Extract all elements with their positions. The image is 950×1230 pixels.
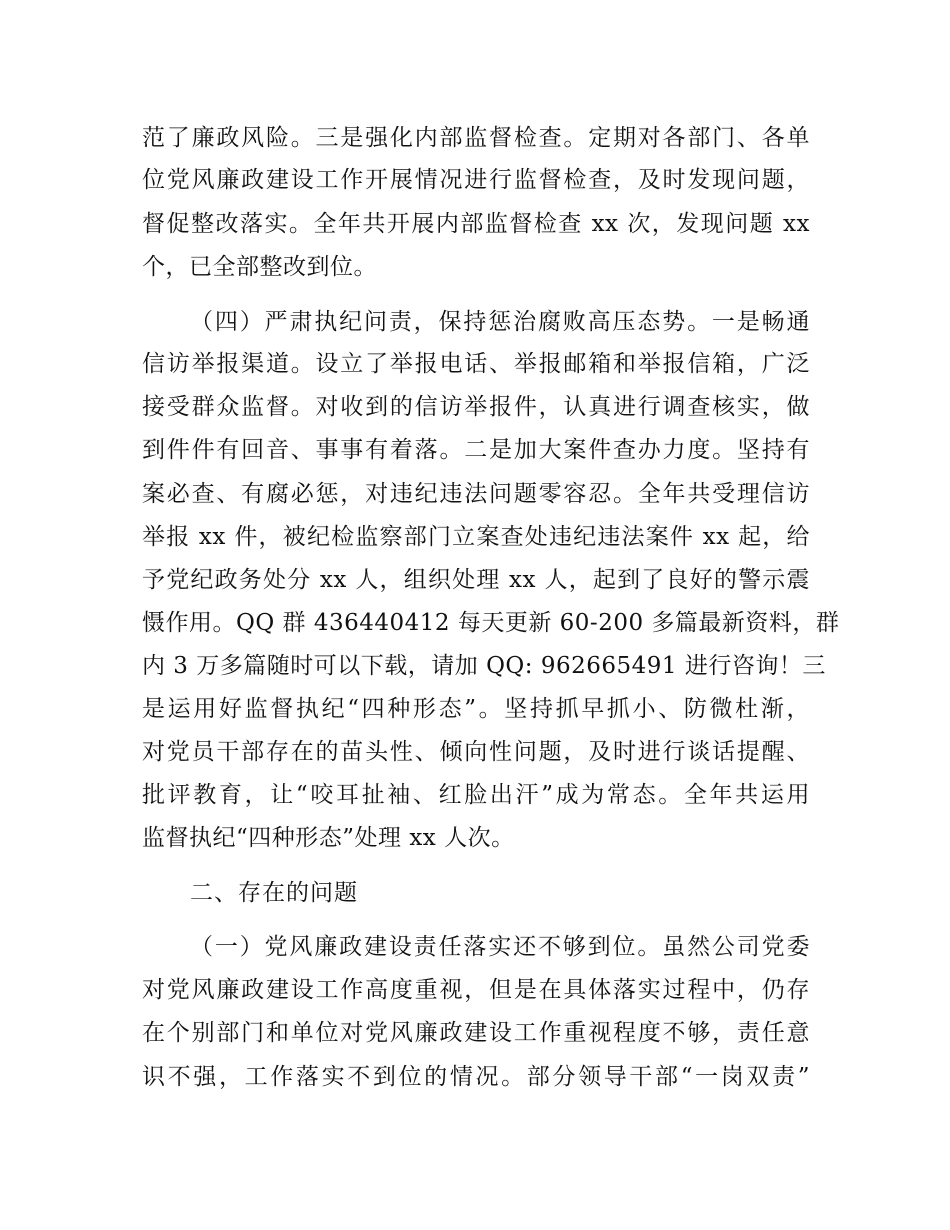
paragraph-line: 举报 xx 件，被纪检监察部门立案查处违纪违法案件 xx 起，给	[142, 524, 810, 550]
paragraph-line: 督促整改落实。全年共开展内部监督检查 xx 次，发现问题 xx	[142, 211, 810, 237]
paragraph-line: 识不强，工作落实不到位的情况。部分领导干部“一岗双责”	[142, 1064, 810, 1090]
paragraph-line: 慑作用。QQ 群 436440412 每天更新 60-200 多篇最新资料，群	[142, 610, 840, 636]
paragraph-line: （一）党风廉政建设责任落实还不够到位。虽然公司党委	[190, 934, 810, 960]
paragraph-line: 对党员干部存在的苗头性、倾向性问题，及时进行谈话提醒、	[142, 739, 810, 765]
paragraph-line: 位党风廉政建设工作开展情况进行监督检查，及时发现问题，	[142, 167, 810, 193]
paragraph-line: 是运用好监督执纪“四种形态”。坚持抓早抓小、防微杜渐，	[142, 696, 810, 722]
paragraph-line: 范了廉政风险。三是强化内部监督检查。定期对各部门、各单	[142, 125, 810, 151]
paragraph-line: 到件件有回音、事事有着落。二是加大案件查办力度。坚持有	[142, 437, 810, 463]
paragraph-line: 监督执纪“四种形态”处理 xx 人次。	[142, 825, 515, 851]
paragraph-line: 接受群众监督。对收到的信访举报件，认真进行调查核实，做	[142, 394, 810, 420]
paragraph-line: 案必查、有腐必惩，对违纪违法问题零容忍。全年共受理信访	[142, 481, 810, 507]
paragraph-line: 个，已全部整改到位。	[142, 254, 377, 280]
paragraph-line: 予党纪政务处分 xx 人，组织处理 xx 人，起到了良好的警示震	[142, 567, 810, 593]
section-heading: 二、存在的问题	[190, 880, 358, 906]
paragraph-line: （四）严肃执纪问责，保持惩治腐败高压态势。一是畅通	[190, 309, 810, 335]
paragraph-line: 对党风廉政建设工作高度重视，但是在具体落实过程中，仍存	[142, 977, 810, 1003]
paragraph-line: 批评教育，让“咬耳扯袖、红脸出汗”成为常态。全年共运用	[142, 782, 810, 808]
paragraph-line: 在个别部门和单位对党风廉政建设工作重视程度不够，责任意	[142, 1020, 810, 1046]
paragraph-line: 内 3 万多篇随时可以下载，请加 QQ: 962665491 进行咨询！三	[142, 653, 826, 679]
paragraph-line: 信访举报渠道。设立了举报电话、举报邮箱和举报信箱，广泛	[142, 351, 810, 377]
